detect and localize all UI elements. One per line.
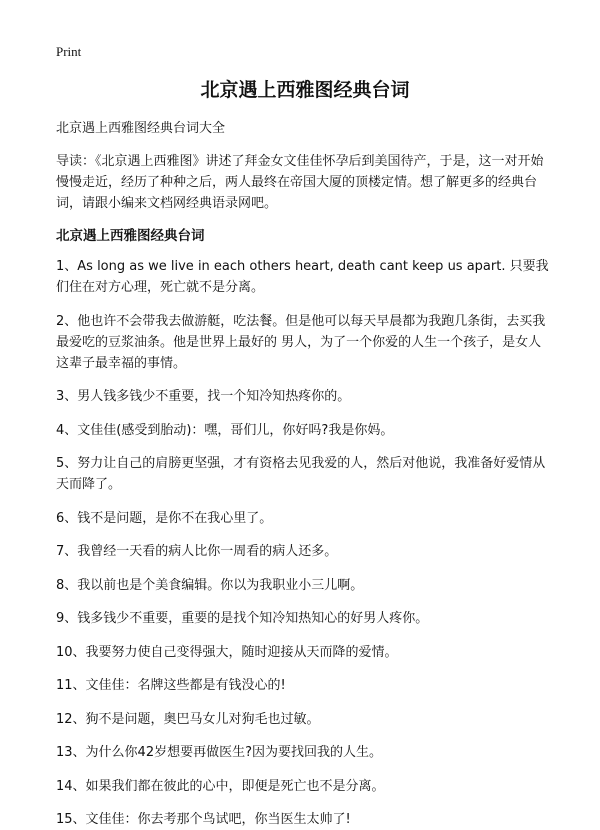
quote-item-9: 9、钱多钱少不重要，重要的是找个知冷知热知心的好男人疼你。	[56, 611, 429, 626]
quote-item-4: 4、文佳佳(感受到胎动)：嘿，哥们儿，你好吗?我是你妈。	[56, 422, 394, 438]
quote-list	[56, 256, 554, 830]
quote-item-11: 11、文佳佳：名牌这些都是有钱没心的!	[56, 678, 286, 693]
intro-paragraph: 导读：《北京遇上西雅图》讲述了拜金女文佳佳怀孕后到美国待产，于是，这一对开始慢慢走近，经历了种种之后，两人最终在帝国大厦的顶楼定情。想了解更多的经典台词，请跟小编来文档网经典语录网吧。	[56, 154, 544, 211]
quote-item-12: 12、狗不是问题，奥巴马女儿对狗毛也过敏。	[56, 711, 320, 727]
quote-item-7: 7、我曾经一天看的病人比你一周看的病人还多。	[56, 544, 338, 559]
quote-item-5: 5、努力让自己的肩膀更坚强，才有资格去见我爱的人，然后对他说，我准备好爱情从天而降了。	[56, 456, 546, 492]
print-label: Print	[56, 44, 82, 59]
quote-item-1: 1、As long as we live in each others heart, death cant keep us apart. 只要我们住在对方心理，死亡就不是分离。	[56, 259, 549, 295]
quote-item-10: 10、我要努力使自己变得强大，随时迎接从天而降的爱情。	[56, 644, 398, 660]
quote-item-2: 2、他也许不会带我去做游艇，吃法餐。但是他可以每天早晨都为我跑几条街，去买我最爱吃的豆浆油条。他是世界上最好的 男人，为了一个你爱的人生一个孩子，是女人这辈子最幸福的事情。	[56, 313, 546, 371]
section-heading: 北京遇上西雅图经典台词	[56, 228, 205, 244]
quote-item-14: 14、如果我们都在彼此的心中，即便是死亡也不是分离。	[56, 778, 385, 794]
quote-item-13: 13、为什么你42岁想要再做医生?因为要找回我的人生。	[56, 745, 382, 760]
quote-item-8: 8、我以前也是个美食编辑。你以为我职业小三儿啊。	[56, 577, 364, 593]
quote-item-15: 15、文佳佳：你去考那个鸟试吧，你当医生太帅了!	[56, 812, 351, 827]
quote-item-3: 3、男人钱多钱少不重要，找一个知冷知热疼你的。	[56, 389, 351, 404]
page-title: 北京遇上西雅图经典台词	[200, 79, 410, 101]
quote-item-6: 6、钱不是问题，是你不在我心里了。	[56, 510, 273, 526]
document-subtitle: 北京遇上西雅图经典台词大全	[56, 121, 226, 136]
